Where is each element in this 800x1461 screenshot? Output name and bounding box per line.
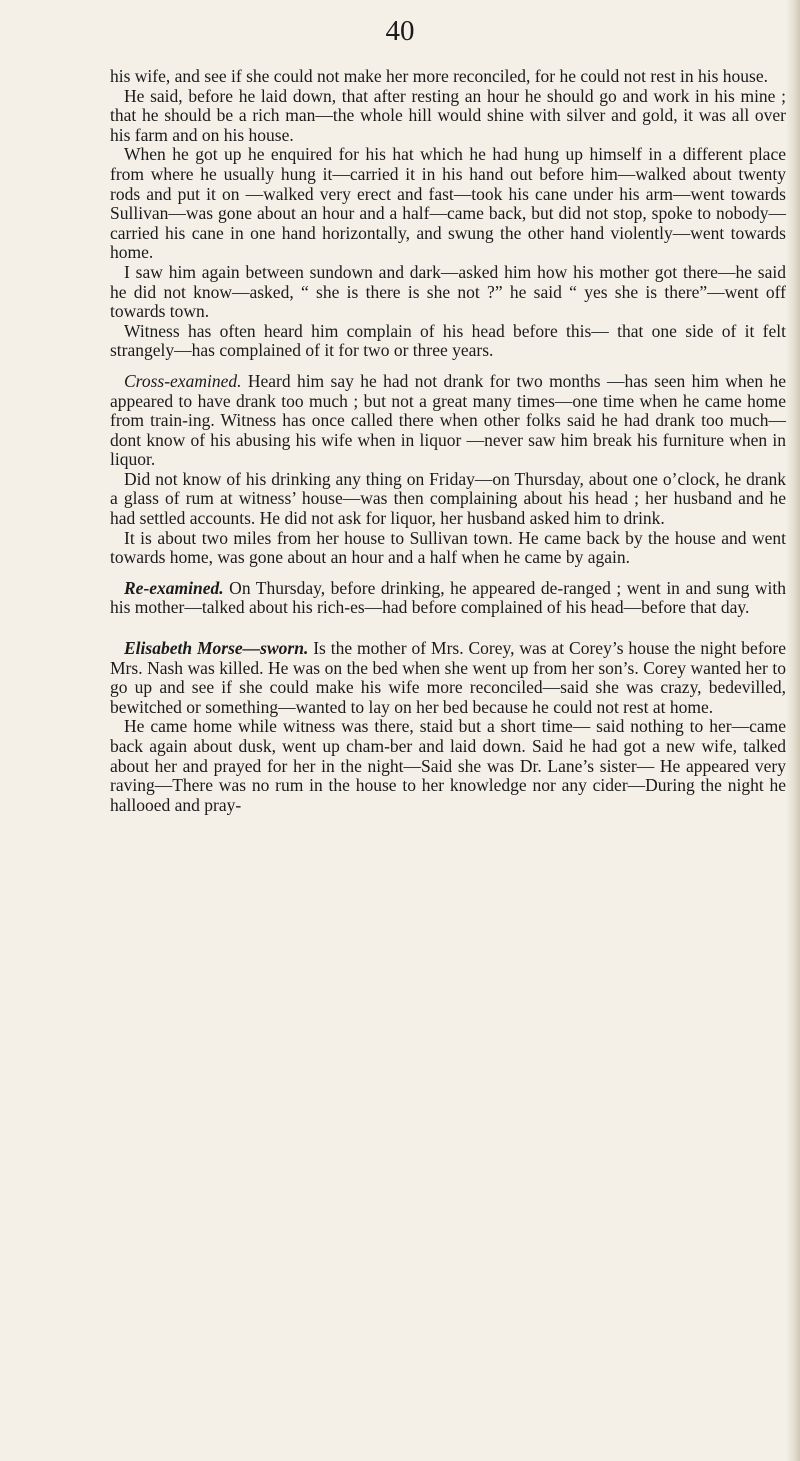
paragraph-re-examined — [110, 579, 786, 618]
paragraph-head-complaint: Witness has often heard him complain of his head before this— that one side of it felt strangely—has complained of it for two or three years. — [110, 320, 786, 361]
page-edge-shadow — [786, 0, 800, 1461]
re-examined-label: Re-examined. — [124, 577, 224, 598]
body-text — [110, 67, 786, 815]
elisabeth-morse-text: Is the mother of Mrs. Corey, was at Corey’s house the night before Mrs. Nash was killed. He was on the bed when she went up from her son’s. Corey wanted her to go up and see if she could make his wife more reconciled—said she was crazy, bedevilled, bewitched or something—wanted to lay on her bed because he could not rest at home. — [110, 638, 786, 717]
re-examined-text: On Thursday, before drinking, he appeared de-ranged ; went in and sung with his mother—talked about his rich-es—had before complained of his head—before that day. — [110, 577, 786, 618]
paragraph-distance-sullivan: It is about two miles from her house to Sullivan town. He came back by the house and went towards home, was gone about an hour and a half when he came by again. — [110, 527, 786, 568]
paragraph-drinking-thursday: Did not know of his drinking any thing on Friday—on Thursday, about one o’clock, he drank a glass of rum at witness’ house—was then complaining about his head ; her husband and he had settled accounts. He did not ask for liquor, her husband asked him to drink. — [110, 468, 786, 529]
witness-name-label: Elisabeth Morse—sworn. — [124, 638, 309, 659]
paragraph-sundown-meeting: I saw him again between sundown and dark—asked him how his mother got there—he said he did not know—asked, “ she is there is she not ?” he said “ yes she is there”—went off towards town. — [110, 261, 786, 322]
paragraph-hat-and-cane: When he got up he enquired for his hat which he had hung up himself in a different place from where he usually hung it—carried it in his hand out before him—walked about twenty rods and put it on —walked very erect and fast—took his cane under his arm—went towards Sullivan—was gone about an hour and a half—came back, but did not stop, spoke to nobody—carried his cane in one hand horizontally, and swung the other hand violently—went towards home. — [110, 144, 786, 263]
paragraph-rich-man-statement: He said, before he laid down, that after resting an hour he should go and work in his mine ; that he should be a rich man—the whole hill would shine with silver and gold, it was all over his farm and on his house. — [110, 85, 786, 145]
paragraph-continuation: his wife, and see if she could not make her more reconciled, for he could not rest in his house. — [110, 66, 769, 86]
cross-examined-text: Heard him say he had not drank for two months —has seen him when he appeared to have drank too much ; but not a great many times—one time when he came home from train-ing. Witness has once called there when other folks said he had drank too much—dont know of his abusing his wife when in liquor —never saw him break his furniture when in liquor. — [110, 370, 786, 470]
page-number: 40 — [385, 15, 415, 47]
paragraph-came-home: He came home while witness was there, staid but a short time— said nothing to her—came back again about dusk, went up cham-ber and laid down. Said he had got a new wife, talked about her and prayed for her in the night—Said she was Dr. Lane’s sister— He appeared very raving—There was no rum in the house to her knowledge nor any cider—During the night he hallooed and pray- — [110, 716, 786, 815]
cross-examined-label: Cross-examined. — [124, 370, 242, 391]
paragraph-cross-examined — [110, 372, 786, 470]
paragraph-elisabeth-morse — [110, 639, 786, 717]
